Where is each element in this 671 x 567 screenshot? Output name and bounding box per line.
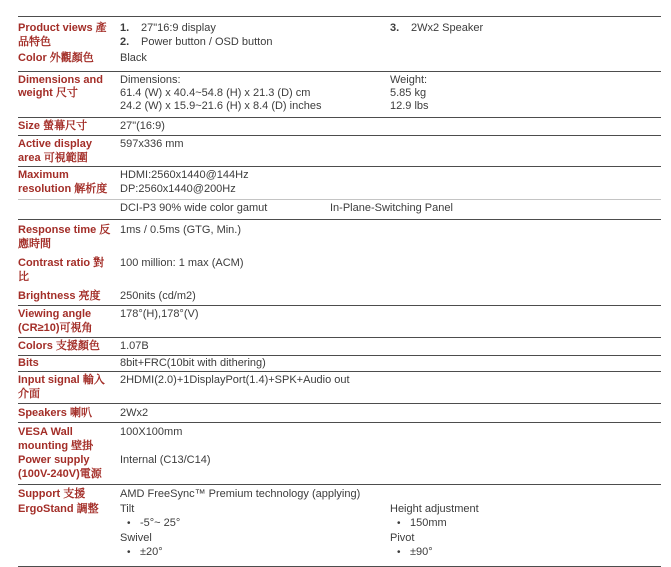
row-label-ergostand: ErgoStand 調整 <box>18 502 99 515</box>
row-label-viewing-angle: Viewing angle (CR≥10)可視角 <box>18 307 93 334</box>
dimensions-title: Dimensions: <box>120 74 181 86</box>
section-bits <box>18 355 661 371</box>
section-colors <box>18 337 661 355</box>
row-label-dimensions-weight: Dimensions and weight 尺寸 <box>18 74 103 99</box>
spec-row-viewing-angle <box>18 307 661 335</box>
dimensions-inches: 24.2 (W) x 15.9~21.6 (H) x 8.4 (D) inches <box>120 100 322 112</box>
panel-type: In-Plane-Switching Panel <box>330 202 453 214</box>
row-label-support: Support 支援 <box>18 487 86 500</box>
row-label-contrast-ratio: Contrast ratio 對比 <box>18 256 105 283</box>
spec-row-dimensions-weight <box>18 74 661 113</box>
dimensions-block <box>120 74 390 113</box>
row-label-bits: Bits <box>18 356 39 369</box>
row-label-active-display-area: Active display area 可視範圍 <box>18 138 92 164</box>
list-item-number: 2. <box>120 36 130 48</box>
section-active-display-area <box>18 135 661 166</box>
spec-row-bits <box>18 356 661 370</box>
row-value-brightness: 250nits (cd/m2) <box>120 289 196 302</box>
row-value-vesa: 100X100mm <box>120 425 183 438</box>
section-dimensions-weight <box>18 71 661 117</box>
list-item-1 <box>120 21 390 35</box>
section-performance <box>18 219 661 305</box>
ergostand-right-block <box>390 502 661 560</box>
section-product-views-color <box>18 16 661 71</box>
spec-row-brightness <box>18 289 661 303</box>
row-label-response-time: Response time 反應時間 <box>18 223 111 250</box>
section-viewing-angle <box>18 305 661 337</box>
list-item-text: 2Wx2 Speaker <box>411 22 484 34</box>
weight-block <box>390 74 661 113</box>
pivot-value: • ±90° <box>390 545 661 560</box>
color-gamut: DCI-P3 90% wide color gamut <box>120 202 268 214</box>
spec-row-colors <box>18 339 661 353</box>
row-label-product-views: Product views 產品特色 <box>18 22 107 48</box>
spec-row-response-time <box>18 223 661 251</box>
row-label-brightness: Brightness 亮度 <box>18 289 101 302</box>
section-speakers <box>18 403 661 422</box>
tilt-title: Tilt <box>120 502 135 515</box>
spec-row-power-supply <box>18 453 661 481</box>
ergostand-left-block <box>120 502 390 560</box>
spec-row-ergostand <box>18 502 661 560</box>
row-label-maximum-resolution: Maximum resolution 解析度 <box>18 169 108 195</box>
list-item-number: 3. <box>390 22 400 34</box>
section-vesa-power <box>18 422 661 484</box>
spec-row-input-signal <box>18 373 661 401</box>
dimensions-cm: 61.4 (W) x 40.4~54.8 (H) x 21.3 (D) cm <box>120 87 311 99</box>
row-value-color: Black <box>120 52 147 64</box>
row-value-input-signal: 2HDMI(2.0)+1DisplayPort(1.4)+SPK+Audio out <box>120 373 350 386</box>
spec-row-color <box>18 51 661 65</box>
resolution-hdmi: HDMI:2560x1440@144Hz <box>120 169 249 181</box>
swivel-value: • ±20° <box>120 545 390 560</box>
row-value-support: AMD FreeSync™ Premium technology (applying) <box>120 487 361 500</box>
product-views-list <box>120 21 390 49</box>
row-value-active-display-area: 597x336 mm <box>120 138 184 150</box>
spec-row-contrast-ratio <box>18 256 661 284</box>
resolution-lines <box>120 169 661 196</box>
height-adjustment-value: • 150mm <box>390 516 661 531</box>
row-value-power-supply: Internal (C13/C14) <box>120 453 211 466</box>
section-maximum-resolution <box>18 166 661 219</box>
row-label-power-supply: Power supply (100V-240V)電源 <box>18 453 102 480</box>
spec-row-gamut-panel <box>18 202 661 216</box>
spec-table <box>18 16 661 567</box>
list-item-2 <box>120 35 390 49</box>
spec-row-active-display-area <box>18 137 661 165</box>
row-value-bits: 8bit+FRC(10bit with dithering) <box>120 356 266 369</box>
weight-lbs: 12.9 lbs <box>390 100 429 112</box>
product-views-list-right <box>390 21 661 35</box>
spec-row-maximum-resolution <box>18 169 661 196</box>
spec-row-product-views <box>18 21 661 49</box>
height-adjustment-title: Height adjustment <box>390 502 479 515</box>
spec-row-speakers <box>18 406 661 420</box>
row-value-colors: 1.07B <box>120 339 149 352</box>
section-support-ergostand <box>18 484 661 566</box>
resolution-dp: DP:2560x1440@200Hz <box>120 182 236 195</box>
row-label-size: Size 螢幕尺寸 <box>18 120 88 132</box>
row-label-vesa: VESA Wall mounting 壁掛 <box>18 425 94 452</box>
row-value-size: 27"(16:9) <box>120 120 165 132</box>
row-label-color: Color 外觀顏色 <box>18 52 94 64</box>
row-value-viewing-angle: 178°(H),178°(V) <box>120 307 199 320</box>
row-label-speakers: Speakers 喇叭 <box>18 406 92 419</box>
row-label-input-signal: Input signal 輸入介面 <box>18 373 105 400</box>
swivel-title: Swivel <box>120 531 152 544</box>
spec-row-support <box>18 487 661 501</box>
list-item-number: 1. <box>120 22 130 34</box>
list-item-3 <box>390 21 661 35</box>
row-value-speakers: 2Wx2 <box>120 406 149 419</box>
tilt-value: • -5°~ 25° <box>120 516 390 531</box>
spec-row-size <box>18 119 661 133</box>
list-item-text: 27"16:9 display <box>141 22 216 34</box>
weight-title: Weight: <box>390 74 428 86</box>
weight-kg: 5.85 kg <box>390 87 427 99</box>
spec-row-vesa <box>18 425 661 453</box>
pivot-title: Pivot <box>390 531 415 544</box>
list-item-text: Power button / OSD button <box>141 36 273 48</box>
row-value-contrast-ratio: 100 million: 1 max (ACM) <box>120 256 244 269</box>
light-divider <box>18 199 661 200</box>
row-value-response-time: 1ms / 0.5ms (GTG, Min.) <box>120 223 242 236</box>
section-input-signal <box>18 371 661 403</box>
section-size <box>18 117 661 135</box>
row-label-colors: Colors 支援顏色 <box>18 339 100 352</box>
